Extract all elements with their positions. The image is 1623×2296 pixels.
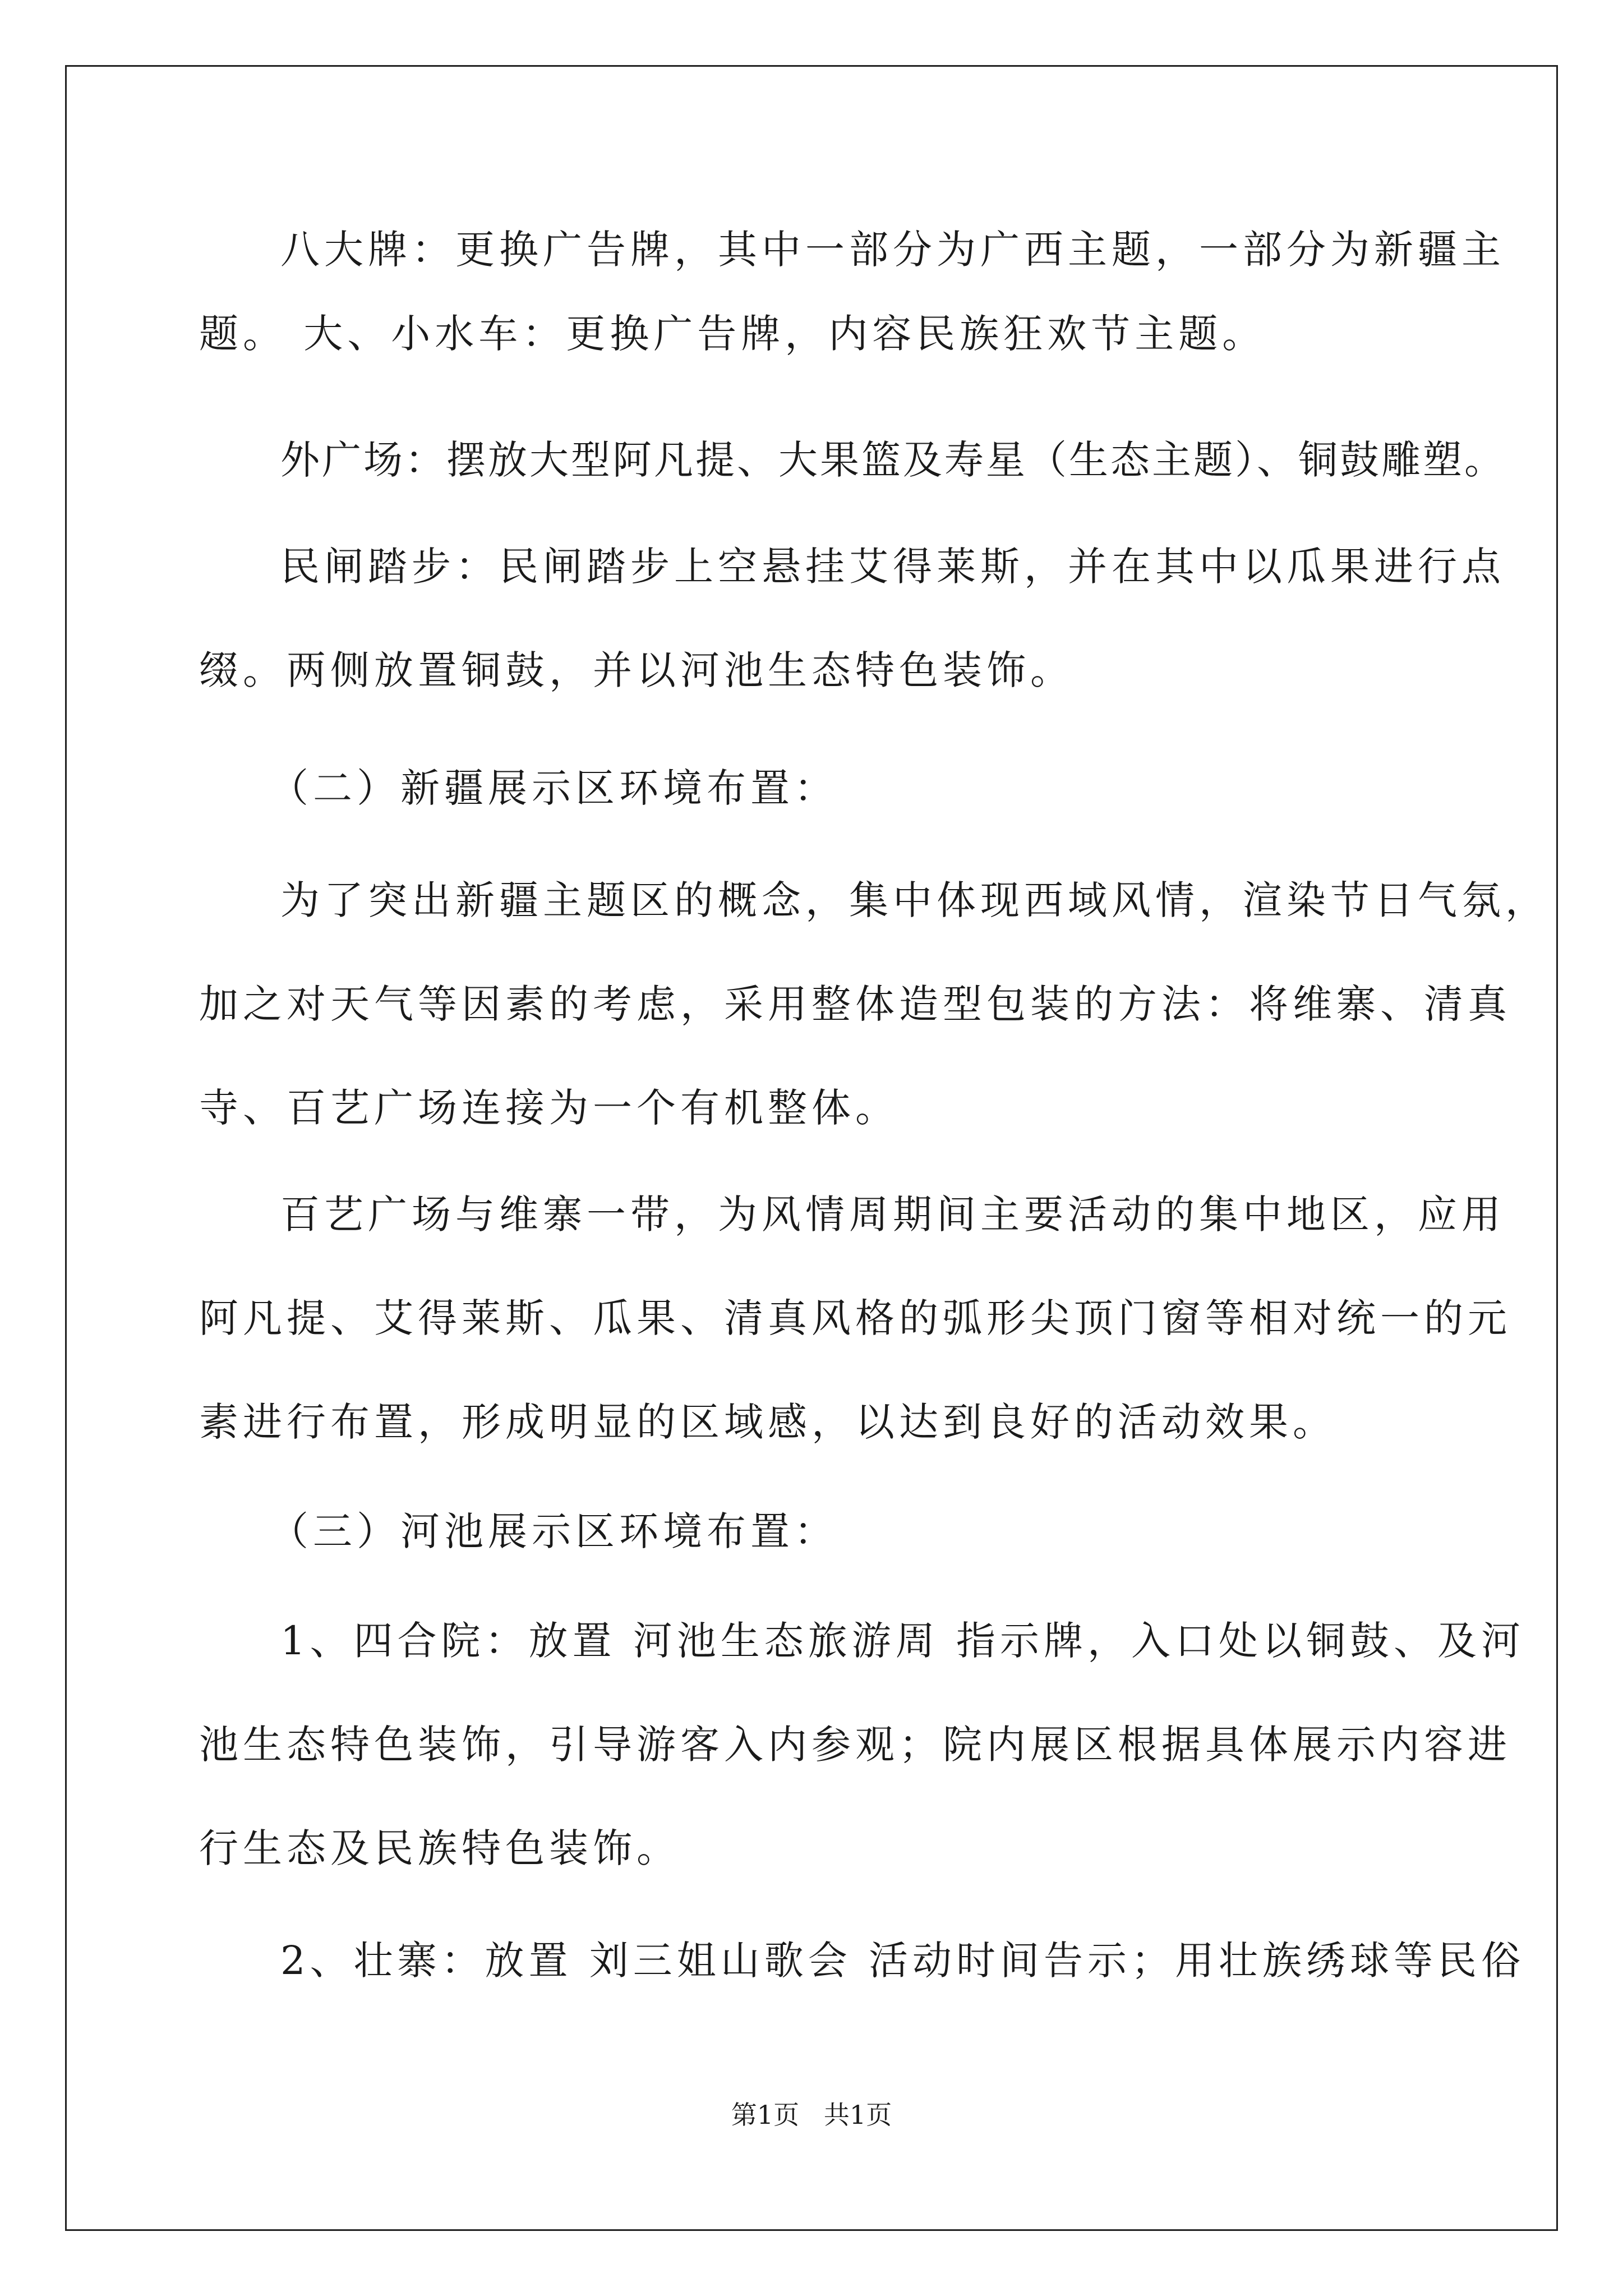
body-line-5: 缀。两侧放置铜鼓，并以河池生态特色装饰。: [199, 647, 1074, 693]
body-line-4: 民闸踏步：民闸踏步上空悬挂艾得莱斯，并在其中以瓜果进行点: [280, 544, 1505, 590]
body-line-14: 1、四合院：放置 河池生态旅游周 指示牌，入口处以铜鼓、及河: [280, 1618, 1525, 1664]
page-border: [65, 65, 1558, 2231]
body-line-3: 外广场：摆放大型阿凡提、大果篮及寿星（生态主题）、铜鼓雕塑。: [280, 437, 1506, 483]
body-line-15: 池生态特色装饰，引导游客入内参观；院内展区根据具体展示内容进: [199, 1722, 1511, 1768]
body-line-11: 阿凡提、艾得莱斯、瓜果、清真风格的弧形尖顶门窗等相对统一的元: [199, 1295, 1511, 1341]
body-line-7: 为了突出新疆主题区的概念，集中体现西域风情，渲染节日气氛，: [280, 877, 1549, 923]
body-line-2: 题。 大、小水车：更换广告牌，内容民族狂欢节主题。: [199, 311, 1266, 357]
body-line-8: 加之对天气等因素的考虑，采用整体造型包装的方法：将维寨、清真: [199, 981, 1511, 1027]
page-footer: 第1页 共1页: [731, 2100, 892, 2130]
body-line-12: 素进行布置，形成明显的区域感，以达到良好的活动效果。: [199, 1399, 1336, 1445]
section-heading-3: （三）河池展示区环境布置：: [269, 1508, 838, 1554]
body-line-17: 2、壮寨：放置 刘三姐山歌会 活动时间告示；用壮族绣球等民俗: [280, 1938, 1525, 1984]
body-line-1: 八大牌：更换广告牌，其中一部分为广西主题，一部分为新疆主: [280, 227, 1505, 273]
body-line-10: 百艺广场与维寨一带，为风情周期间主要活动的集中地区，应用: [280, 1191, 1505, 1237]
body-line-16: 行生态及民族特色装饰。: [199, 1825, 680, 1871]
section-heading-2: （二）新疆展示区环境布置：: [269, 765, 838, 811]
body-line-9: 寺、百艺广场连接为一个有机整体。: [199, 1085, 899, 1131]
